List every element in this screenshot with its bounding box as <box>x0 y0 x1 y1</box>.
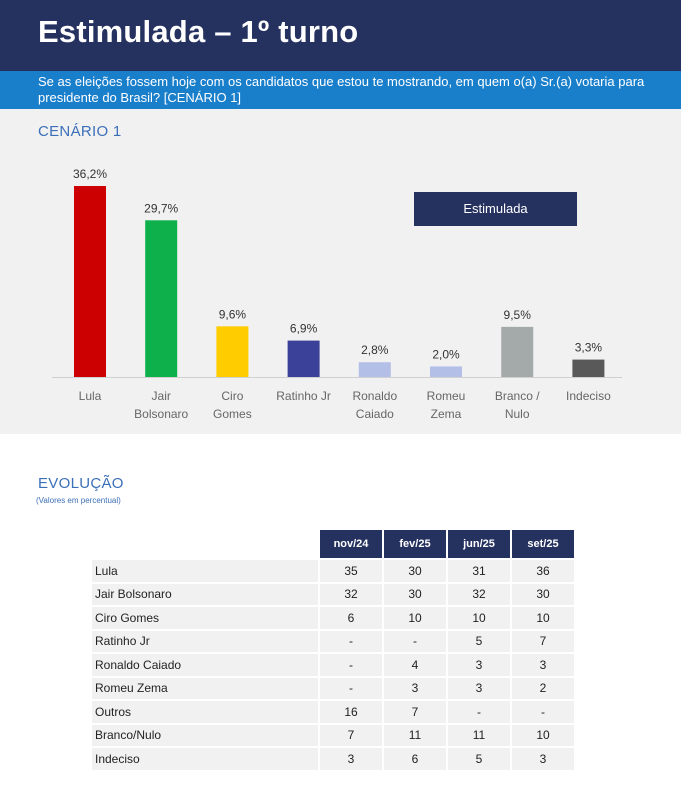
value-cell: 36 <box>512 560 574 582</box>
candidate-name-cell: Ronaldo Caiado <box>92 654 318 676</box>
value-cell: 3 <box>448 678 510 700</box>
category-label-line: Gomes <box>213 407 252 421</box>
table-row <box>92 631 574 653</box>
value-cell: 10 <box>512 725 574 747</box>
value-cell: 16 <box>320 701 382 723</box>
data-label: 36,2% <box>72 167 108 181</box>
candidate-name-cell: Ciro Gomes <box>92 607 318 629</box>
data-label: 9,6% <box>218 307 247 322</box>
category-label <box>134 389 188 421</box>
data-label: 9,5% <box>503 307 531 322</box>
value-cell: 7 <box>512 631 574 653</box>
bar-chart <box>0 109 681 434</box>
category-label <box>213 389 252 421</box>
data-label: 2,8% <box>361 343 389 358</box>
value-cell: 4 <box>384 654 446 676</box>
chart-area <box>0 109 681 434</box>
value-cell: 5 <box>448 631 510 653</box>
value-cell: 10 <box>512 607 574 629</box>
table-row <box>92 654 574 676</box>
category-label-line: Jair <box>151 389 171 403</box>
category-label-line: Bolsonaro <box>134 407 189 421</box>
value-cell: - <box>384 631 446 653</box>
candidate-name-cell: Outros <box>92 701 318 723</box>
value-cell: 7 <box>384 701 446 723</box>
value-cell: 3 <box>384 678 446 700</box>
value-cell: 32 <box>448 584 510 606</box>
table-header-blank <box>92 530 318 558</box>
question-text: Se as eleições fossem hoje com os candidatos que estou te mostrando, em quem o(a) Sr.(a) votaria para presidente do Brasil? [CENÁRIO 1] <box>38 74 645 105</box>
evolution-table <box>90 528 576 772</box>
value-cell: 11 <box>448 725 510 747</box>
category-label-line: Zema <box>430 407 462 421</box>
value-cell: 6 <box>384 748 446 770</box>
category-label-line: Branco / <box>494 389 540 403</box>
scenario-label: CENÁRIO 1 <box>38 123 122 140</box>
table-row <box>92 560 574 582</box>
candidate-name-cell: Lula <box>92 560 318 582</box>
category-label-line: Indeciso <box>566 389 611 403</box>
value-cell: 3 <box>448 654 510 676</box>
page-title: Estimulada – 1º turno <box>38 14 359 49</box>
value-cell: 10 <box>384 607 446 629</box>
value-cell: 3 <box>512 654 574 676</box>
value-cell: - <box>448 701 510 723</box>
table-header-row <box>92 530 574 558</box>
value-cell: 7 <box>320 725 382 747</box>
category-label <box>79 389 102 403</box>
category-label <box>352 389 397 421</box>
value-cell: 3 <box>512 748 574 770</box>
value-cell: 31 <box>448 560 510 582</box>
column-header: nov/24 <box>320 530 382 558</box>
category-label-line: Ratinho Jr <box>276 389 331 403</box>
value-cell: - <box>320 678 382 700</box>
value-cell: - <box>320 631 382 653</box>
bar <box>74 186 106 377</box>
bar <box>145 220 177 377</box>
value-cell: 30 <box>384 584 446 606</box>
column-header: fev/25 <box>384 530 446 558</box>
table-row <box>92 607 574 629</box>
data-label: 2,0% <box>432 347 460 362</box>
bar <box>430 366 462 377</box>
category-label-line: Ronaldo <box>352 389 398 403</box>
table-row <box>92 701 574 723</box>
value-cell: 11 <box>384 725 446 747</box>
value-cell: - <box>512 701 574 723</box>
column-header: jun/25 <box>448 530 510 558</box>
value-cell: 10 <box>448 607 510 629</box>
category-label <box>427 389 466 421</box>
value-cell: 3 <box>320 748 382 770</box>
legend-label: Estimulada <box>463 201 528 216</box>
data-label: 3,3% <box>574 340 603 355</box>
bar <box>572 360 604 377</box>
evolution-subtitle: (Valores em percentual) <box>36 496 121 505</box>
bar <box>216 326 248 377</box>
category-label-line: Lula <box>78 389 102 403</box>
category-label <box>566 389 611 403</box>
category-label-line: Romeu <box>426 389 466 403</box>
candidate-name-cell: Jair Bolsonaro <box>92 584 318 606</box>
data-label: 6,9% <box>289 321 318 336</box>
question-band <box>0 71 681 109</box>
value-cell: 2 <box>512 678 574 700</box>
candidate-name-cell: Indeciso <box>92 748 318 770</box>
category-label-line: Nulo <box>504 407 530 421</box>
value-cell: - <box>320 654 382 676</box>
value-cell: 30 <box>512 584 574 606</box>
value-cell: 32 <box>320 584 382 606</box>
bar <box>501 327 533 377</box>
category-label <box>495 389 540 421</box>
value-cell: 30 <box>384 560 446 582</box>
data-label: 29,7% <box>144 201 179 216</box>
table-row <box>92 725 574 747</box>
table-row <box>92 748 574 770</box>
category-label <box>276 389 331 403</box>
candidate-name-cell: Branco/Nulo <box>92 725 318 747</box>
header-bar <box>0 0 681 71</box>
column-header: set/25 <box>512 530 574 558</box>
bar <box>288 341 320 377</box>
value-cell: 5 <box>448 748 510 770</box>
candidate-name-cell: Ratinho Jr <box>92 631 318 653</box>
value-cell: 6 <box>320 607 382 629</box>
table-row <box>92 584 574 606</box>
evolution-title: EVOLUÇÃO <box>38 475 124 492</box>
value-cell: 35 <box>320 560 382 582</box>
category-label-line: Ciro <box>221 389 244 403</box>
candidate-name-cell: Romeu Zema <box>92 678 318 700</box>
legend-box <box>414 192 577 226</box>
bar <box>359 362 391 377</box>
category-label-line: Caiado <box>355 407 394 421</box>
table-row <box>92 678 574 700</box>
